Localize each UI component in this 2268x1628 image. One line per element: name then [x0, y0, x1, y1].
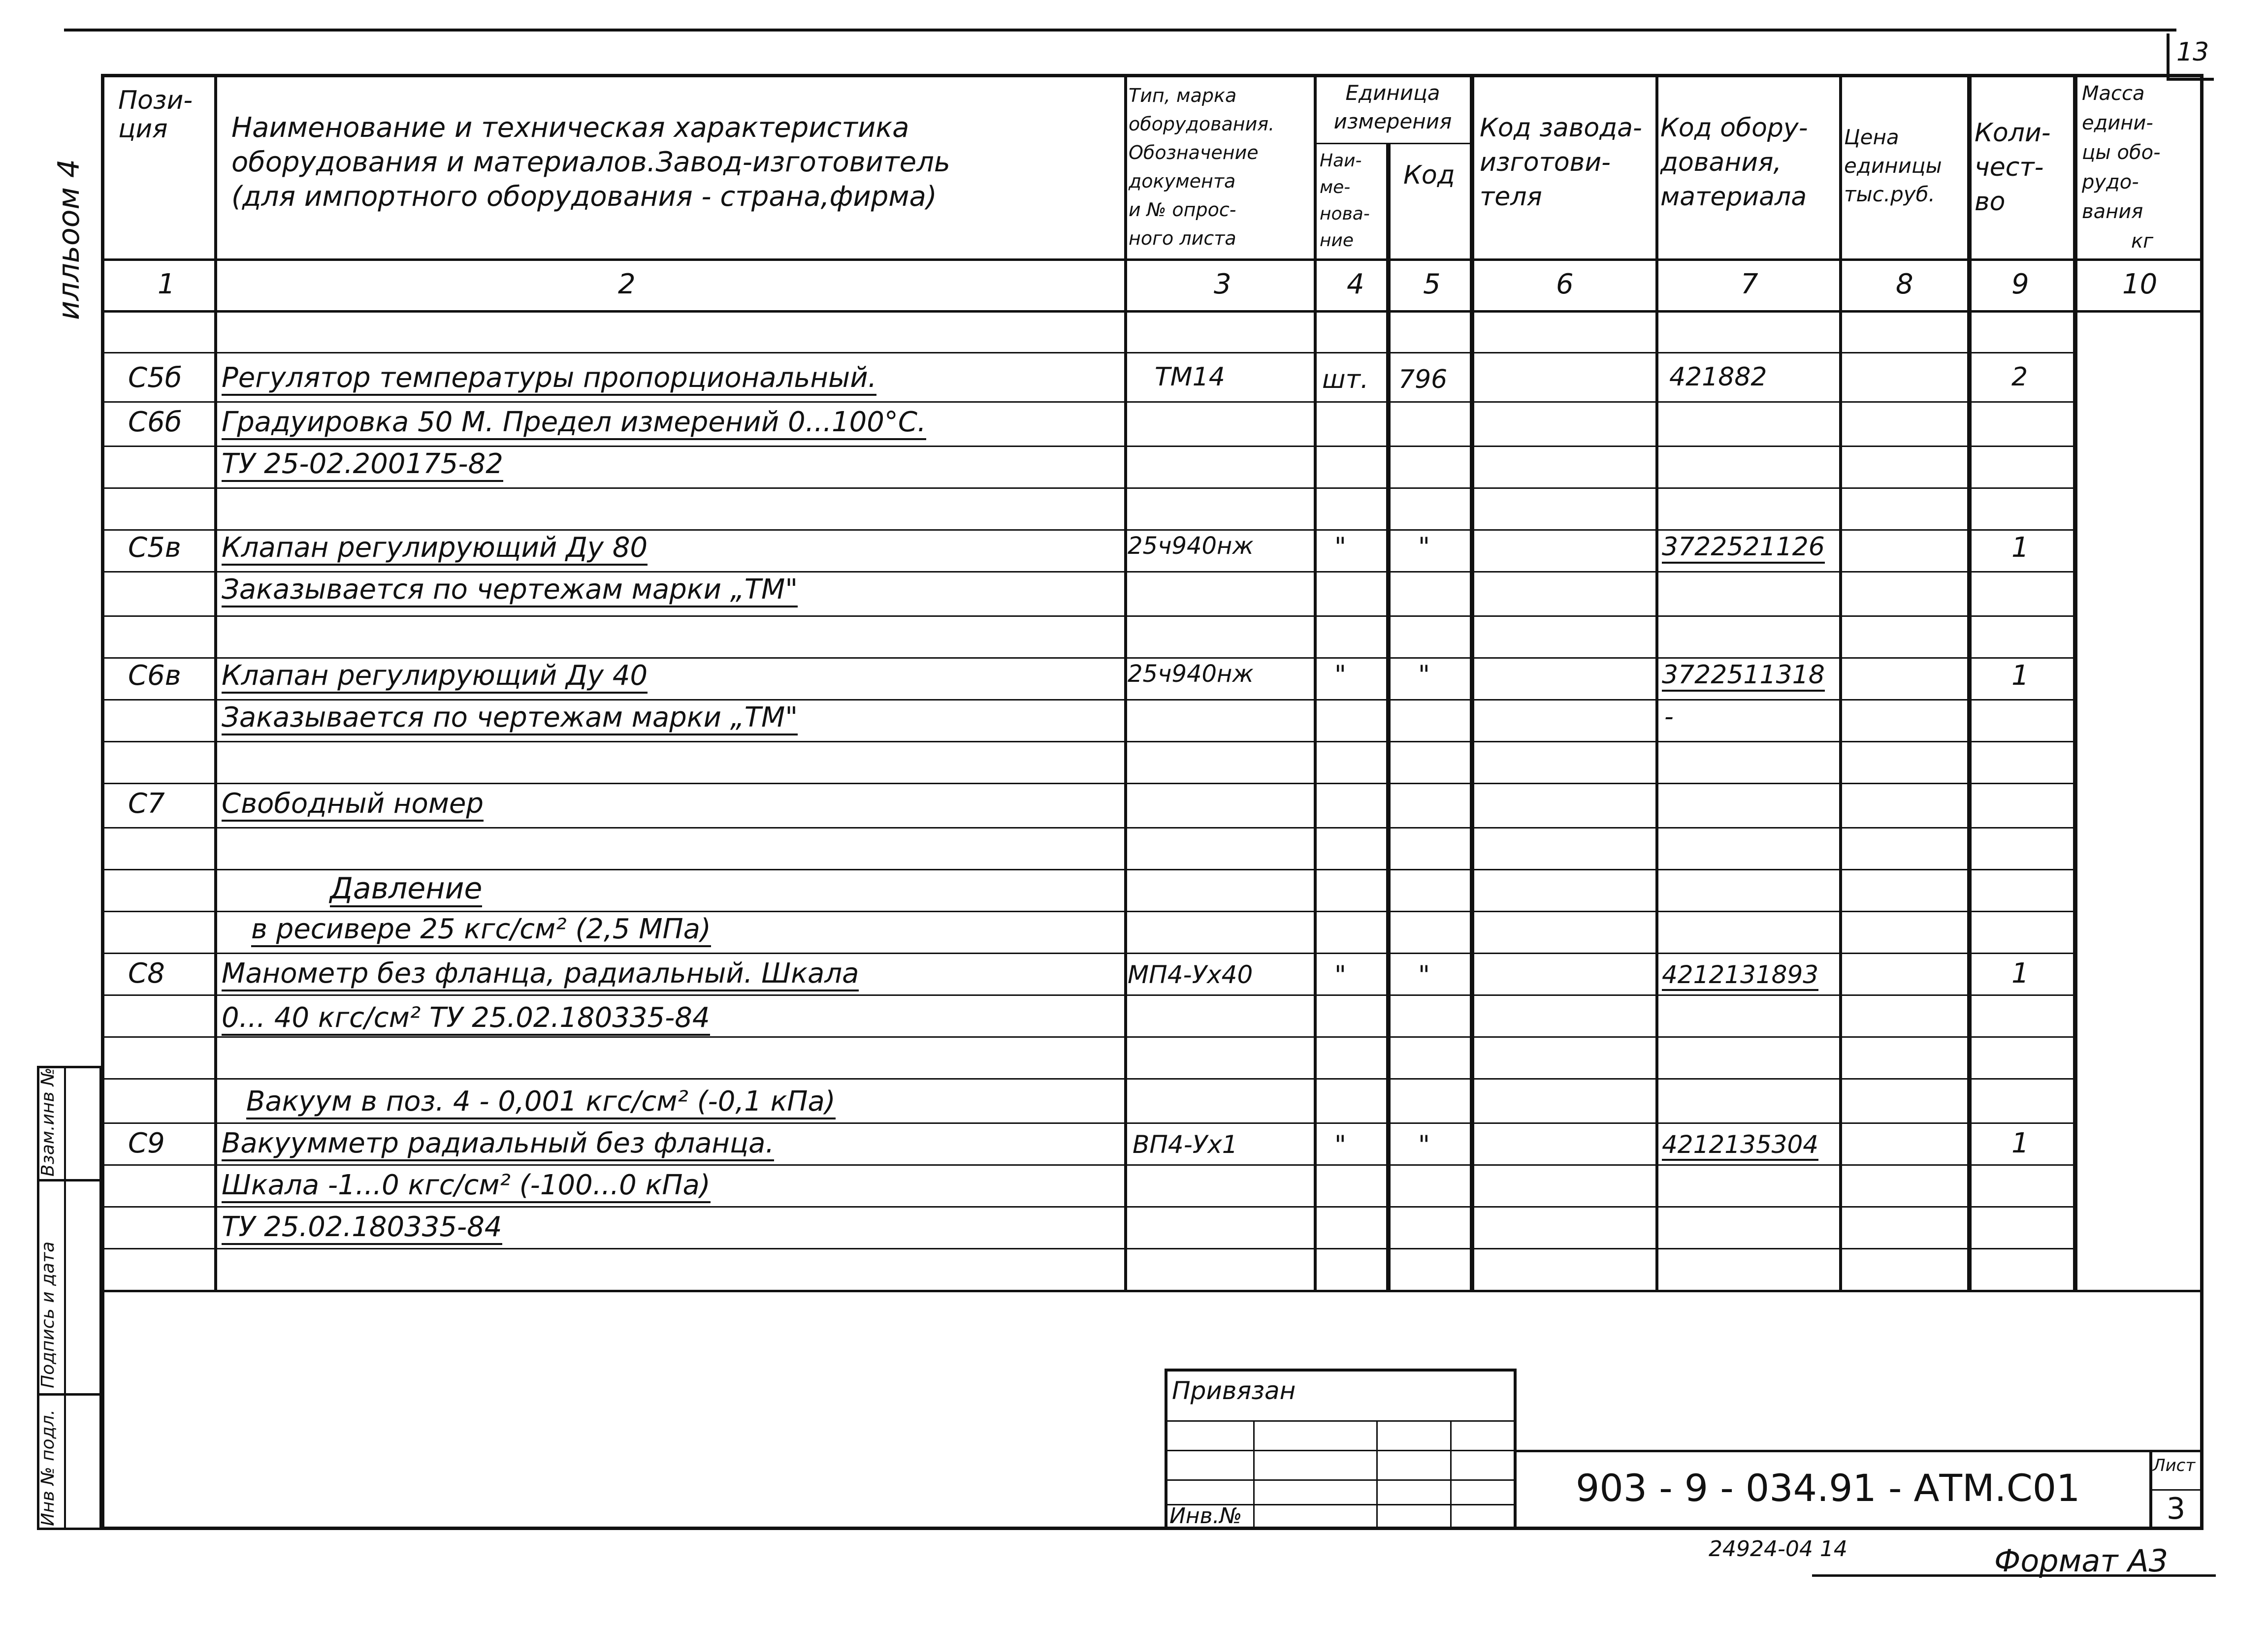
table-row-type: 25ч940нж — [1128, 532, 1254, 560]
document-code: 903 - 9 - 034.91 - АТМ.С01 — [1576, 1466, 2080, 1510]
table-row-name: Манометр без фланца, радиальный. Шкала — [222, 960, 859, 991]
table-row-qty: 1 — [2011, 532, 2029, 564]
table-row-pos: С9 — [128, 1127, 165, 1159]
side-stamp-podpis: Подпись и дата — [38, 1241, 58, 1388]
table-row-name: в ресивере 25 кгс/см² (2,5 МПа) — [251, 916, 711, 947]
col-num-1: 1 — [158, 268, 175, 300]
table-row-name: Заказывается по чертежам марки „ТМ" — [222, 704, 798, 735]
header-unit-code: Код — [1403, 160, 1455, 190]
table-row-qty: 1 — [2011, 660, 2029, 692]
header-name: Наименование и техническая характеристика оборудования и материалов.Завод-изготовитель (для импортного оборудования - страна,фирма) — [231, 112, 950, 213]
table-row-qty: 1 — [2011, 958, 2029, 990]
table-row-equip-code: 421882 — [1669, 362, 1767, 392]
table-row-equip-code: 3722511318 — [1662, 662, 1825, 692]
table-row-qty: 1 — [2011, 1127, 2029, 1159]
table-row-equip-code: 4212135304 — [1662, 1132, 1818, 1161]
header-price: Цена единицы тыс.руб. — [1844, 125, 1942, 206]
top-border-line — [64, 29, 2176, 32]
header-type: Тип, марка оборудования. Обозначение документа и № опрос- ного листа — [1129, 85, 1275, 249]
table-row-name: Заказывается по чертежам марки „ТМ" — [222, 576, 798, 607]
table-row-name: Градуировка 50 М. Предел измерений 0...100°С. — [222, 409, 926, 440]
table-row-type: ВП4-Ух1 — [1133, 1130, 1238, 1159]
privyazan-label: Привязан — [1172, 1376, 1296, 1405]
header-mass: Масса едини- цы обо- рудо- вания кг — [2082, 82, 2161, 253]
table-row-pos: С5в — [128, 532, 181, 564]
col-num-4: 4 — [1347, 268, 1364, 300]
table-row-equip-code: 4212131893 — [1662, 962, 1818, 991]
col-num-7: 7 — [1741, 268, 1758, 300]
col-num-8: 8 — [1896, 268, 1913, 300]
table-row-unit: шт. — [1322, 365, 1369, 394]
table-row-type: 25ч940нж — [1128, 660, 1254, 688]
table-row-pos: С6б — [128, 406, 182, 438]
table-row-pos: С5б — [128, 362, 182, 394]
table-row-name: Свободный номер — [222, 790, 484, 822]
col-num-10: 10 — [2122, 268, 2158, 300]
side-stamp-divider — [64, 1066, 66, 1530]
table-row-equip-code: - — [1664, 702, 1674, 732]
table-row-code: 796 — [1398, 365, 1448, 394]
col-num-3: 3 — [1214, 268, 1231, 300]
header-equipment-code: Код обору- дования, материала — [1660, 113, 1808, 212]
header-factory-code: Код завода- изготови- теля — [1480, 113, 1642, 212]
table-row-name: ТУ 25.02.180335-84 — [222, 1213, 502, 1245]
col-num-2: 2 — [618, 268, 636, 300]
table-row-pos: С7 — [128, 788, 165, 820]
table-row-qty: 2 — [2011, 362, 2028, 392]
table-row-unit: " — [1334, 960, 1346, 990]
table-row-code: " — [1418, 532, 1430, 562]
format-label: Формат А3 — [1994, 1543, 2169, 1579]
col-num-9: 9 — [2011, 268, 2029, 300]
table-row-type: МП4-Ух40 — [1128, 960, 1253, 989]
table-row-code: " — [1418, 1130, 1430, 1160]
table-row-code: " — [1418, 960, 1430, 990]
side-stamp-inv: Инв № подл. — [38, 1409, 58, 1526]
table-row-name: Вакуумметр радиальный без фланца. — [222, 1130, 774, 1161]
table-row-name: Вакуум в поз. 4 - 0,001 кгс/см² (-0,1 кПа) — [246, 1088, 836, 1119]
table-row-name: Клапан регулирующий Ду 40 — [222, 662, 648, 694]
side-stamp-vzam: Взам.инв № — [38, 1067, 58, 1177]
table-row-name: Шкала -1...0 кгс/см² (-100...0 кПа) — [222, 1172, 711, 1203]
col-num-5: 5 — [1423, 268, 1441, 300]
table-row-unit: " — [1334, 532, 1346, 562]
header-quantity: Коли- чест- во — [1975, 118, 2051, 217]
sheet-number: 3 — [2167, 1492, 2186, 1526]
table-row-unit: " — [1334, 660, 1346, 690]
order-number: 24924-04 14 — [1709, 1536, 1847, 1562]
inv-no-label: Инв.№ — [1169, 1503, 1242, 1529]
header-unit-name: Наи- ме- нова- ние — [1320, 151, 1370, 251]
page-number: 13 — [2176, 37, 2209, 67]
col-num-6: 6 — [1556, 268, 1574, 300]
table-row-name: Клапан регулирующий Ду 80 — [222, 534, 648, 566]
header-unit: Единица измерения — [1333, 81, 1452, 133]
table-row-code: " — [1418, 660, 1430, 690]
table-row-equip-code: 3722521126 — [1662, 534, 1825, 564]
table-row-unit: " — [1334, 1130, 1346, 1160]
table-row-name: ТУ 25-02.200175-82 — [222, 450, 503, 482]
header-position: Пози- ция — [118, 86, 193, 144]
section-heading: Давление — [330, 874, 482, 907]
table-row-pos: С6в — [128, 660, 181, 692]
table-row-type: ТМ14 — [1155, 362, 1225, 392]
table-row-name: Регулятор температуры пропорциональный. — [222, 364, 876, 396]
side-album-label: илльоом 4 — [52, 159, 86, 320]
sheet-label: Лист — [2153, 1456, 2196, 1475]
table-row-pos: С8 — [128, 958, 165, 990]
table-row-name: 0... 40 кгс/см² ТУ 25.02.180335-84 — [222, 1004, 710, 1036]
